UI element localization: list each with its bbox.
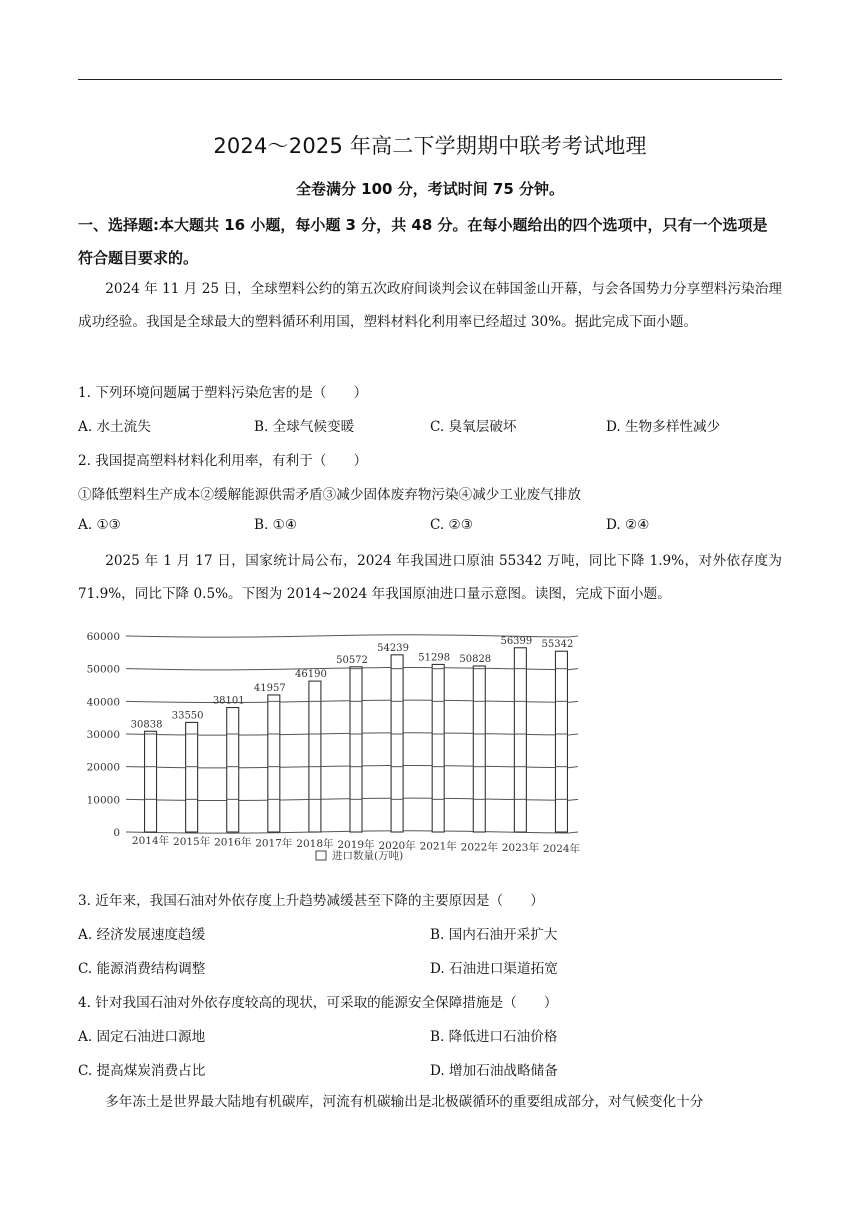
y-tick-label: 40000 bbox=[86, 696, 120, 709]
x-tick-label: 2022年 bbox=[460, 841, 498, 854]
y-tick-label: 10000 bbox=[86, 794, 120, 807]
question-4-stem: 4. 针对我国石油对外依存度较高的现状，可采取的能源安全保障措施是（ ） bbox=[78, 995, 558, 1011]
x-tick-label: 2020年 bbox=[378, 839, 416, 852]
x-tick-label: 2018年 bbox=[296, 838, 334, 851]
x-tick-label: 2016年 bbox=[214, 836, 252, 849]
x-tick-label: 2019年 bbox=[337, 839, 375, 851]
question-2-items: ①降低塑料生产成本②缓解能源供需矛盾③减少固体废弃物污染④减少工业废气排放 bbox=[78, 487, 581, 503]
bar-value-label: 50572 bbox=[336, 654, 368, 666]
q1-option-a: A. 水土流失 bbox=[78, 419, 151, 435]
q4-option-b: B. 降低进口石油价格 bbox=[430, 1029, 558, 1045]
q4-option-d: D. 增加石油战略储备 bbox=[430, 1063, 558, 1079]
y-tick-label: 0 bbox=[113, 827, 120, 839]
legend-label: 进口数量(万吨) bbox=[332, 850, 404, 862]
section-heading: 一、选择题:本大题共 16 小题，每小题 3 分，共 48 分。在每小题给出的四个选项中，只有一个选项是符合题目要求的。 bbox=[78, 216, 768, 267]
bar-value-label: 41957 bbox=[253, 682, 286, 694]
bar-value-label: 30838 bbox=[130, 719, 163, 731]
bar-value-label: 50828 bbox=[459, 653, 492, 665]
legend-swatch bbox=[316, 851, 326, 860]
bar bbox=[350, 667, 362, 832]
bar bbox=[145, 731, 157, 832]
bar bbox=[186, 722, 198, 832]
y-tick-label: 30000 bbox=[86, 729, 120, 741]
passage-permafrost: 多年冻土是世界最大陆地有机碳库，河流有机碳输出是北极碳循环的重要组成部分，对气候变化十分 bbox=[105, 1094, 704, 1110]
bar bbox=[227, 708, 239, 832]
header-rule bbox=[78, 79, 782, 80]
q3-option-b: B. 国内石油开采扩大 bbox=[430, 927, 558, 943]
y-tick-label: 60000 bbox=[86, 631, 120, 643]
bar bbox=[432, 664, 444, 832]
question-2-stem: 2. 我国提高塑料材料化利用率，有利于（ ） bbox=[78, 453, 368, 469]
q2-option-a: A. ①③ bbox=[78, 517, 121, 533]
bar-value-label: 46190 bbox=[295, 669, 327, 681]
q4-option-a: A. 固定石油进口源地 bbox=[78, 1029, 206, 1045]
bar bbox=[473, 666, 485, 832]
q1-option-b: B. 全球气候变暖 bbox=[254, 419, 355, 435]
q3-option-a: A. 经济发展速度趋缓 bbox=[78, 927, 206, 943]
x-tick-label: 2015年 bbox=[173, 835, 211, 848]
chart-bars bbox=[145, 648, 568, 832]
bar-value-label: 51298 bbox=[418, 652, 451, 664]
y-tick-label: 20000 bbox=[86, 761, 120, 774]
q3-option-d: D. 石油进口渠道拓宽 bbox=[430, 961, 558, 977]
x-tick-label: 2024年 bbox=[542, 843, 581, 855]
q1-option-d: D. 生物多样性减少 bbox=[606, 419, 721, 435]
y-axis-ticks bbox=[87, 631, 120, 839]
x-tick-label: 2017年 bbox=[255, 837, 293, 850]
q2-option-b: B. ①④ bbox=[254, 517, 298, 533]
x-tick-label: 2014年 bbox=[131, 835, 170, 847]
bar bbox=[268, 695, 280, 832]
q2-option-c: C. ②③ bbox=[430, 517, 473, 533]
bar bbox=[555, 651, 567, 832]
exam-info: 全卷满分 100 分，考试时间 75 分钟。 bbox=[295, 180, 565, 198]
bar bbox=[391, 655, 403, 832]
q1-option-c: C. 臭氧层破坏 bbox=[430, 419, 517, 435]
y-tick-label: 50000 bbox=[86, 663, 120, 676]
page-title: 2024～2025 年高二下学期期中联考考试地理 bbox=[213, 134, 647, 158]
passage-oil: 2025 年 1 月 17 日，国家统计局公布，2024 年我国进口原油 55342 万吨，同比下降 1.9%，对外依存度为 71.9%，同比下降 0.5%。下图为 2014~2024 年我国原油进口量示意图。读图，完成下面小题。 bbox=[78, 553, 782, 602]
q3-option-c: C. 能源消费结构调整 bbox=[78, 961, 206, 977]
bar bbox=[309, 681, 321, 832]
passage-plastic: 2024 年 11 月 25 日，全球塑料公约的第五次政府间谈判会议在韩国釜山开幕，与会各国势力分享塑料污染治理成功经验。我国是全球最大的塑料循环利用国，塑料材料化利用率已经超过 30%。据此完成下面小题。 bbox=[78, 281, 782, 330]
bar-value-label: 56399 bbox=[500, 635, 533, 647]
x-tick-label: 2021年 bbox=[419, 840, 457, 853]
question-1-stem: 1. 下列环境问题属于塑料污染危害的是（ ） bbox=[78, 385, 368, 401]
x-tick-label: 2023年 bbox=[501, 842, 539, 855]
oil-import-bar-chart bbox=[70, 624, 590, 868]
q4-option-c: C. 提高煤炭消费占比 bbox=[78, 1063, 206, 1079]
bar-value-label: 33550 bbox=[171, 710, 204, 722]
bar-value-label: 38101 bbox=[212, 695, 245, 707]
q2-option-d: D. ②④ bbox=[606, 517, 650, 533]
question-3-stem: 3. 近年来，我国石油对外依存度上升趋势减缓甚至下降的主要原因是（ ） bbox=[78, 893, 544, 909]
bar-value-label: 54239 bbox=[377, 642, 409, 654]
bar bbox=[514, 648, 526, 832]
bar-value-label: 55342 bbox=[541, 639, 574, 651]
